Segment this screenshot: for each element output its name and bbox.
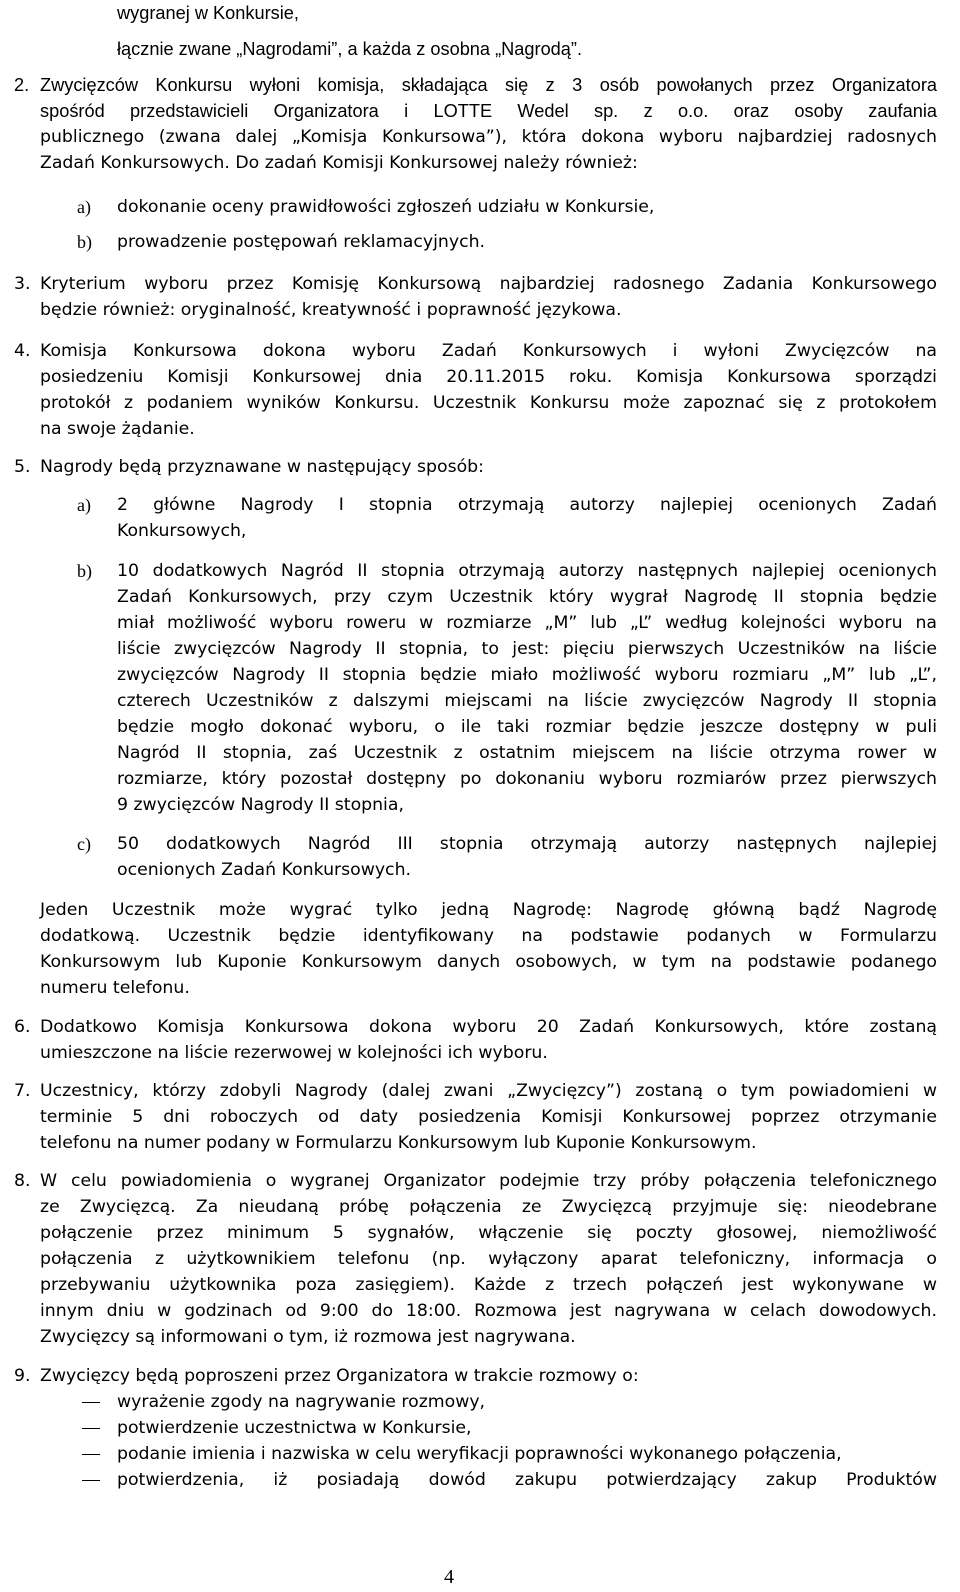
item-5-sub-a-line: Konkursowych, (117, 521, 247, 541)
item-9-bullet: wyrażenie zgody na nagrywanie rozmowy, (117, 1392, 486, 1412)
item-3-line: będzie również: oryginalność, kreatywność i poprawność językowa. (40, 300, 622, 320)
item-8-number: 8. (14, 1171, 31, 1191)
item-4-line: na swoje żądanie. (40, 419, 195, 439)
item-5-sub-b-label: b) (77, 561, 92, 581)
item-5-sub-c-label: c) (77, 834, 91, 854)
item-6-line: Dodatkowo Komisja Konkursowa dokona wyboru 20 Zadań Konkursowych, które zostaną (40, 1017, 937, 1037)
item-9-bullet: podanie imienia i nazwiska w celu weryfikacji poprawności wykonanego połączenia, (117, 1444, 842, 1464)
item-5-sub-b-line: 9 zwycięzców Nagrody II stopnia, (117, 795, 404, 815)
item-4-line: posiedzeniu Komisji Konkursowej dnia 20.11.2015 roku. Komisja Konkursowa sporządzi (40, 367, 937, 387)
item-7-line: terminie 5 dni roboczych od daty posiedzenia Komisji Konkursowej poprzez otrzymanie (40, 1107, 937, 1127)
item-2-line: Zadań Konkursowych. Do zadań Komisji Konkursowej należy również: (40, 153, 638, 173)
item-5-sub-b-line: liście zwycięzców Nagrody II stopnia, to jest: pięciu pierwszych Uczestników na liście (117, 639, 937, 659)
item-9-line: Zwycięzcy będą poproszeni przez Organizatora w trakcie rozmowy o: (40, 1366, 639, 1386)
item-9-number: 9. (14, 1366, 31, 1386)
item-7-line: telefonu na numer podany w Formularzu Konkursowym lub Kuponie Konkursowym. (40, 1133, 757, 1153)
item-2-sub-a-label: a) (77, 197, 91, 217)
item-5-sub-b-line: miał możliwość wyboru roweru w rozmiarze „M” lub „L” według kolejności wyboru na (117, 613, 937, 633)
item-5-after-line: Jeden Uczestnik może wygrać tylko jedną Nagrodę: Nagrodę główną bądź Nagrodę (40, 900, 937, 920)
item-7-line: Uczestnicy, którzy zdobyli Nagrody (dalej zwani „Zwycięzcy”) zostaną o tym powiadomieni w (40, 1081, 937, 1101)
item-2-sub-b-label: b) (77, 232, 92, 252)
item-8-line: połączenie przez minimum 5 sygnałów, włączenie się poczty głosowej, niemożliwość (40, 1223, 937, 1243)
item-2-line: spośród przedstawicieli Organizatora i LOTTE Wedel sp. z o.o. oraz osoby zaufania (40, 101, 937, 121)
item-5-number: 5. (14, 457, 31, 477)
intro-line-1: wygranej w Konkursie, (117, 3, 299, 23)
item-2-line: publicznego (zwana dalej „Komisja Konkursowa”), która dokona wyboru najbardziej radosnych (40, 127, 937, 147)
item-8-line: przebywaniu użytkownika poza zasięgiem). Każde z trzech połączeń jest wykonywane w (40, 1275, 937, 1295)
item-8-line: ze Zwycięzcą. Za nieudaną próbę połączenia ze Zwycięzcą przyjmuje się: nieodebrane (40, 1197, 937, 1217)
item-4-line: Komisja Konkursowa dokona wyboru Zadań Konkursowych i wyłoni Zwycięzców na (40, 341, 937, 361)
item-7-number: 7. (14, 1081, 31, 1101)
item-8-line: W celu powiadomienia o wygranej Organizator podejmie trzy próby połączenia telefonicznego (40, 1171, 937, 1191)
item-3-line: Kryterium wyboru przez Komisję Konkursową najbardziej radosnego Zadania Konkursowego (40, 274, 937, 294)
item-5-sub-b-line: zwycięzców Nagrody II stopnia będzie miało możliwość wyboru rozmiaru „M” lub „L”, (117, 665, 937, 685)
item-5-sub-c-line: 50 dodatkowych Nagród III stopnia otrzymają autorzy następnych najlepiej (117, 834, 937, 854)
item-5-sub-b-line: Nagród II stopnia, zaś Uczestnik z ostatnim miejscem na liście otrzyma rower w (117, 743, 937, 763)
item-2-number: 2. (14, 75, 30, 95)
item-5-after-line: dodatkową. Uczestnik będzie identyfikowany na podstawie podanych w Formularzu (40, 926, 937, 946)
item-4-number: 4. (14, 341, 31, 361)
item-5-after-line: Konkursowym lub Kuponie Konkursowym danych osobowych, w tym na podstawie podanego (40, 952, 937, 972)
item-2-sub-a-text: dokonanie oceny prawidłowości zgłoszeń udziału w Konkursie, (117, 197, 655, 217)
item-4-line: protokół z podaniem wyników Konkursu. Uczestnik Konkursu może zapoznać się z protokołem (40, 393, 937, 413)
item-5-sub-b-line: 10 dodatkowych Nagród II stopnia otrzymają autorzy następnych najlepiej ocenionych (117, 561, 937, 581)
item-8-line: Zwycięzcy są informowani o tym, iż rozmowa jest nagrywana. (40, 1327, 576, 1347)
item-5-sub-b-line: rozmiarze, który pozostał dostępny po dokonaniu wyboru rozmiarów przez pierwszych (117, 769, 937, 789)
item-8-line: połączenia z użytkownikiem telefonu (np. wyłączony aparat telefoniczny, informacja o (40, 1249, 937, 1269)
item-5-sub-b-line: czterech Uczestników z dalszymi miejscami na liście zwycięzców Nagrody II stopnia (117, 691, 937, 711)
item-3-number: 3. (14, 274, 31, 294)
item-9-bullet: potwierdzenia, iż posiadają dowód zakupu potwierdzający zakup Produktów (117, 1470, 937, 1490)
item-8-line: innym dniu w godzinach od 9:00 do 18:00. Rozmowa jest nagrywana w celach dowodowych. (40, 1301, 937, 1321)
intro-line-2: łącznie zwane „Nagrodami”, a każda z osobna „Nagrodą”. (117, 39, 583, 59)
bullet-dash (82, 1454, 100, 1455)
bullet-dash (82, 1428, 100, 1429)
item-5-sub-b-line: Zadań Konkursowych, przy czym Uczestnik który wygrał Nagrodę II stopnia będzie (117, 587, 937, 607)
item-2-sub-b-text: prowadzenie postępowań reklamacyjnych. (117, 232, 486, 252)
bullet-dash (82, 1402, 100, 1403)
item-6-number: 6. (14, 1017, 31, 1037)
item-5-after-line: numeru telefonu. (40, 978, 190, 998)
item-5-sub-b-line: będzie mogło dokonać wyboru, o ile taki rozmiar będzie jeszcze dostępny w puli (117, 717, 937, 737)
bullet-dash (82, 1480, 100, 1481)
item-6-line: umieszczone na liście rezerwowej w kolejności ich wyboru. (40, 1043, 548, 1063)
item-5-sub-a-line: 2 główne Nagrody I stopnia otrzymają autorzy najlepiej ocenionych Zadań (117, 495, 937, 515)
item-2-line: Zwycięzców Konkursu wyłoni komisja, składająca się z 3 osób powołanych przez Organizatora (40, 75, 937, 95)
item-9-bullet: potwierdzenie uczestnictwa w Konkursie, (117, 1418, 472, 1438)
item-5-sub-a-label: a) (77, 495, 91, 515)
item-5-line: Nagrody będą przyznawane w następujący sposób: (40, 457, 484, 477)
page-number: 4 (444, 1566, 454, 1588)
item-5-sub-c-line: ocenionych Zadań Konkursowych. (117, 860, 412, 880)
